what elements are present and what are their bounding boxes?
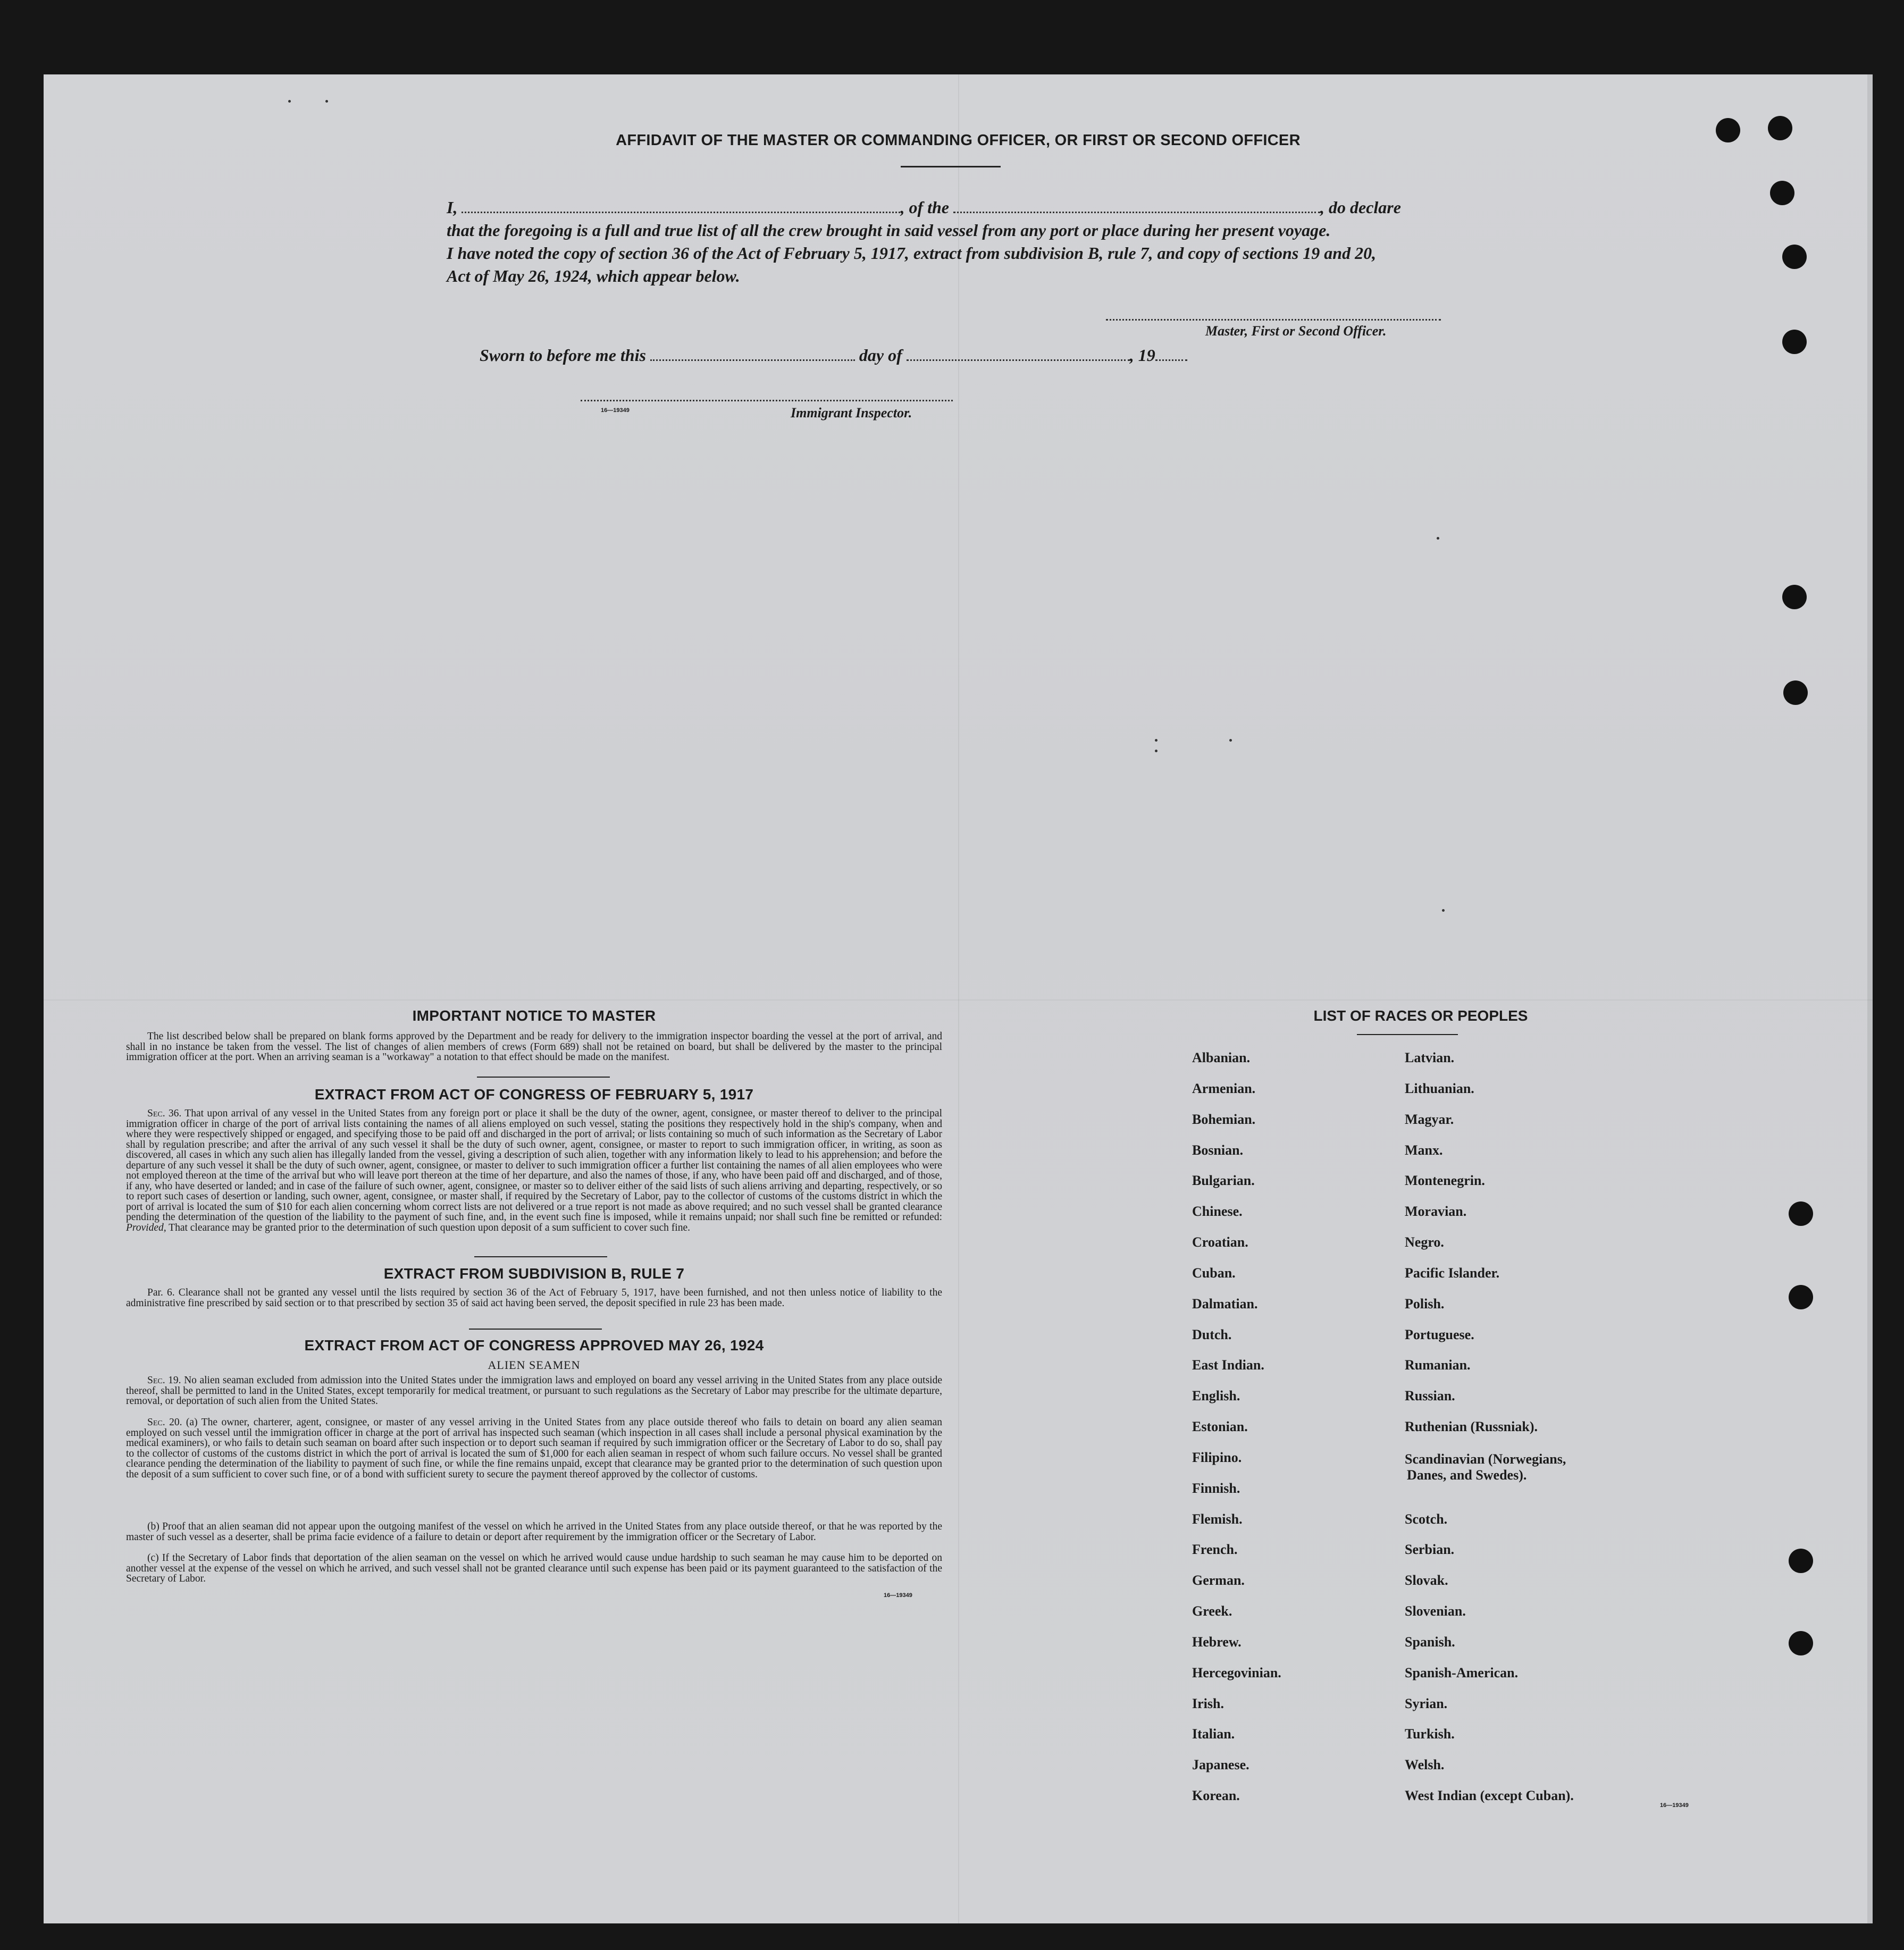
- declaration-of-the: , of the: [900, 198, 949, 217]
- race-item: French.: [1192, 1542, 1238, 1557]
- extract-rule7-text: Par. 6. Clearance shall not be granted any vessel until the lists required by section 36 of the Act of February 5, 1917, have been furnished, and not then unless notice of liability to the administrative fine prescribed by said section or to that prescribed by section 35 of said act having been served, the deposit specified in rule 23 has been made.: [126, 1287, 942, 1309]
- sec-36-label: Sec. 36.: [147, 1108, 182, 1119]
- sec-20-label: Sec. 20.: [147, 1417, 182, 1428]
- form-number-left: 16—19349: [884, 1592, 912, 1599]
- notice-text: The list described below shall be prepared on blank forms approved by the Department and be ready for delivery to the immigration inspector boarding the vessel at the port of arrival, and shall in no instance be taken from the vessel. The list of changes of alien members of crews (Form 689) shall not be retained on board, but shall be delivered by the master to the principal immigration officer at the port. When an arriving seaman is a "workaway" a notation to that effect should be made on the manifest.: [126, 1031, 942, 1063]
- race-item: Flemish.: [1192, 1511, 1243, 1527]
- race-item: Portuguese.: [1405, 1327, 1474, 1342]
- race-item: Welsh.: [1405, 1757, 1445, 1772]
- sec-20a-text: [126, 1417, 942, 1480]
- race-item: Turkish.: [1405, 1726, 1455, 1742]
- sworn-date-field[interactable]: [650, 348, 855, 361]
- race-item: Scandinavian (Norwegians,: [1405, 1451, 1566, 1467]
- page-edge-shadow: [1867, 74, 1873, 1923]
- inspector-caption: Immigrant Inspector.: [791, 405, 912, 421]
- sworn-year-prefix: , 19: [1129, 346, 1155, 365]
- race-item: Negro.: [1405, 1234, 1444, 1250]
- race-item: Pacific Islander.: [1405, 1265, 1500, 1281]
- race-item: Latvian.: [1405, 1050, 1455, 1065]
- race-item: Italian.: [1192, 1726, 1235, 1742]
- sec-19-label: Sec. 19.: [147, 1375, 181, 1386]
- sworn-prefix: Sworn to before me this: [480, 346, 646, 365]
- extract-1924-title: EXTRACT FROM ACT OF CONGRESS APPROVED MAY 26, 1924: [304, 1337, 764, 1354]
- declaration-line-1: [447, 198, 1489, 217]
- notice-column: [126, 1007, 942, 1815]
- declaration-block: [447, 198, 1489, 304]
- binder-hole: [1783, 680, 1808, 705]
- races-title-underline: [1357, 1034, 1458, 1035]
- race-item: Syrian.: [1405, 1696, 1448, 1711]
- race-item: Montenegrin.: [1405, 1173, 1485, 1188]
- name-field[interactable]: [462, 200, 900, 213]
- races-column-left: [1192, 1050, 1405, 1803]
- declaration-line-2: that the foregoing is a full and true list of all the crew brought in said vessel from any port or place during her present voyage.: [447, 221, 1331, 240]
- races-title: LIST OF RACES OR PEOPLES: [1313, 1007, 1528, 1024]
- film-speck: [288, 100, 291, 103]
- affidavit-title: AFFIDAVIT OF THE MASTER OR COMMANDING OFFICER, OR FIRST OR SECOND OFFICER: [616, 132, 1301, 149]
- sworn-year-field[interactable]: [1155, 348, 1187, 361]
- binder-hole: [1789, 1549, 1813, 1573]
- sec-20b-text: (b) Proof that an alien seaman did not appear upon the outgoing manifest of the vessel on which he arrived in the United States from any place outside thereof, or that he was reported by the master of such vessel as a deserter, shall be prima facie evidence of a failure to detain or deport after requirement by the immigration officer or the Secretary of Labor.: [126, 1521, 942, 1543]
- race-item: Spanish-American.: [1405, 1665, 1519, 1680]
- race-item: Russian.: [1405, 1388, 1455, 1403]
- sec-20a-body: (a) The owner, charterer, agent, consignee, or master of any vessel arriving in the United States from any place outside thereof who fails to detain on board any alien seaman employed on such vessel until the immigration officer in charge at the port of arrival has inspected such seaman (which inspection in all cases shall include a personal physical examination by the medical examiners), or who fails to detain such seaman on board after such inspection or to deport such seaman if required by such immigration officer or the Secretary of Labor to do so, shall pay to the collector of customs of the customs district in which the port of arrival is located the sum of $1,000 for each alien seaman in respect of whom such failure occurs. No vessel shall be granted clearance pending the determination of the liability to payment of such fine, or while the fine remains unpaid, except that clearance may be granted prior to the determination of such question upon the deposit of a sum sufficient to cover such fine, or of a bond with sufficient surety to secure the payment thereof approved by the collector of customs.: [126, 1417, 942, 1480]
- race-item: Albanian.: [1192, 1050, 1251, 1065]
- film-speck: [1155, 739, 1158, 742]
- binder-hole: [1789, 1285, 1813, 1309]
- declaration-do-declare: , do declare: [1320, 198, 1401, 217]
- declaration-line-3: I have noted the copy of section 36 of the Act of February 5, 1917, extract from subdivision B, rule 7, and copy of sections 19 and 20,: [447, 243, 1377, 263]
- race-item: Dalmatian.: [1192, 1296, 1258, 1312]
- section-divider: [474, 1256, 607, 1257]
- race-item: English.: [1192, 1388, 1240, 1403]
- race-item: German.: [1192, 1573, 1245, 1588]
- section-divider: [477, 1077, 610, 1078]
- race-item: Magyar.: [1405, 1112, 1454, 1127]
- film-speck: [1437, 537, 1439, 540]
- binder-hole: [1782, 245, 1807, 269]
- sworn-month-field[interactable]: [907, 348, 1130, 361]
- extract-rule7-title: EXTRACT FROM SUBDIVISION B, RULE 7: [383, 1265, 685, 1282]
- declaration-line-4: Act of May 26, 1924, which appear below.: [447, 266, 740, 285]
- sec-20c-text: (c) If the Secretary of Labor finds that deportation of the alien seaman on the vessel on which he arrived would cause undue hardship to such seaman he may cause him to be deported on another vessel at the expense of the vessel on which he arrived, and such vessel shall not be granted clearance until such expense has been paid or its payment guaranteed to the satisfaction of the Secretary of Labor.: [126, 1552, 942, 1584]
- extract-1917-text: [126, 1108, 942, 1233]
- master-signature-line[interactable]: [1106, 319, 1441, 321]
- race-item: Irish.: [1192, 1696, 1224, 1711]
- sec-19-body: No alien seaman excluded from admission into the United States under the immigration laws and employed on board any vessel arriving in the United States from any place outside thereof, shall be permitted to land in the United States, except temporarily for medical treatment, or pursuant to such regulations as the Secretary of Labor may prescribe for the ultimate departure, removal, or deportation of such alien from the United States.: [126, 1375, 942, 1407]
- provided-word: Provided,: [126, 1222, 166, 1233]
- race-item: Hercegovinian.: [1192, 1665, 1281, 1680]
- vessel-field[interactable]: [953, 200, 1320, 213]
- master-caption: Master, First or Second Officer.: [1205, 323, 1387, 339]
- race-item: Estonian.: [1192, 1419, 1248, 1434]
- race-item: Manx.: [1405, 1142, 1443, 1158]
- film-speck: [1442, 909, 1445, 912]
- race-item: Rumanian.: [1405, 1357, 1471, 1373]
- race-item: Lithuanian.: [1405, 1081, 1474, 1096]
- alien-seamen-subtitle: ALIEN SEAMEN: [488, 1358, 581, 1372]
- race-item: Japanese.: [1192, 1757, 1249, 1772]
- race-item: Danes, and Swedes).: [1407, 1467, 1527, 1483]
- race-item: Spanish.: [1405, 1634, 1455, 1650]
- declaration-i: I,: [447, 198, 458, 217]
- race-item: Dutch.: [1192, 1327, 1232, 1342]
- notice-title: IMPORTANT NOTICE TO MASTER: [412, 1007, 656, 1024]
- binder-hole: [1789, 1631, 1813, 1655]
- sec-19-text: [126, 1375, 942, 1407]
- race-item: Slovenian.: [1405, 1603, 1466, 1619]
- sec-36-text-end: That clearance may be granted prior to the determination of such question upon deposit of a sum sufficient to cover such fine.: [166, 1222, 690, 1233]
- sec-36-text: That upon arrival of any vessel in the United States from any foreign port or place it shall be the duty of the owner, agent, consignee, or master thereof to deliver to the principal immigration officer in charge of the port of arrival lists containing the names of all aliens employed on such vessel, stating the positions they respectively hold in the ship's company, when and where they were respectively shipped or engaged, and specifying those to be paid off and discharged in the port of arrival; or lists containing so much of such information as the Secretary of Labor shall by regulation prescribe; and after the arrival of any such vessel it shall be the duty of such owner, agent, consignee, or master to report to such immigration officer, in writing, as soon as discovered, all cases in which any such alien has illegally landed from the vessel, giving a description of such alien, together with any information likely to lead to his apprehension; and before the departure of any such vessel it shall be the duty of such owner, agent, consignee, or master to deliver to such immigration officer a further list containing the names of all alien employees who were not employed thereon at the time of the arrival but who will leave port thereon at the time of her departure, and also the names of those, if any, who have been paid off and discharged, and of those, if any, who have deserted or landed; and in case of the failure of such owner, agent, consignee, or master so to deliver either of the said lists of such aliens arriving and departing, respectively, or so to report such cases of desertion or landing, such owner, agent, consignee, or master shall, if required by the Secretary of Labor, pay to the collector of customs of the customs district in which the port of arrival is located the sum of $10 for each alien concerning whom correct lists are not delivered or a true report is not made as above required; and no such vessel shall be granted clearance pending the determination of the question of the liability to the payment of such fine, and, in the event such fine is imposed, while it remains unpaid; nor shall such fine be remitted or refunded:: [126, 1108, 942, 1223]
- race-item: Moravian.: [1405, 1204, 1467, 1219]
- fold-crease-horizontal: [44, 999, 1873, 1001]
- binder-hole: [1782, 330, 1807, 354]
- document-page: [44, 74, 1873, 1923]
- races-column-right: [1405, 1050, 1702, 1803]
- race-item: Korean.: [1192, 1788, 1240, 1803]
- race-item: Croatian.: [1192, 1234, 1248, 1250]
- race-item: Polish.: [1405, 1296, 1445, 1312]
- form-number-top: 16—19349: [601, 407, 630, 414]
- race-item: West Indian (except Cuban).: [1405, 1788, 1574, 1803]
- race-item: Bulgarian.: [1192, 1173, 1255, 1188]
- film-speck: [1155, 750, 1158, 752]
- race-item: Slovak.: [1405, 1573, 1448, 1588]
- race-item: Chinese.: [1192, 1204, 1243, 1219]
- film-speck: [1229, 739, 1232, 742]
- race-item: Armenian.: [1192, 1081, 1256, 1096]
- race-item: Finnish.: [1192, 1481, 1240, 1496]
- race-item: Cuban.: [1192, 1265, 1236, 1281]
- form-number-right: 16—19349: [1660, 1802, 1689, 1809]
- binder-hole: [1770, 181, 1794, 205]
- extract-1917-title: EXTRACT FROM ACT OF CONGRESS OF FEBRUARY 5, 1917: [314, 1086, 754, 1103]
- film-speck: [325, 100, 328, 103]
- inspector-signature-line[interactable]: [581, 400, 953, 401]
- binder-hole: [1782, 585, 1807, 609]
- race-item: Bosnian.: [1192, 1142, 1244, 1158]
- race-item: Bohemian.: [1192, 1112, 1256, 1127]
- title-underline: [901, 166, 1001, 167]
- race-item: Serbian.: [1405, 1542, 1455, 1557]
- race-item: Hebrew.: [1192, 1634, 1242, 1650]
- race-item: Greek.: [1192, 1603, 1232, 1619]
- race-item: East Indian.: [1192, 1357, 1264, 1373]
- race-item: Ruthenian (Russniak).: [1405, 1419, 1538, 1434]
- sworn-day-of: day of: [859, 346, 902, 365]
- sworn-line: [480, 346, 1277, 365]
- race-item: Scotch.: [1405, 1511, 1448, 1527]
- section-divider: [469, 1329, 602, 1330]
- races-list: [1128, 1007, 1713, 1821]
- binder-hole: [1789, 1201, 1813, 1226]
- race-item: Filipino.: [1192, 1450, 1242, 1465]
